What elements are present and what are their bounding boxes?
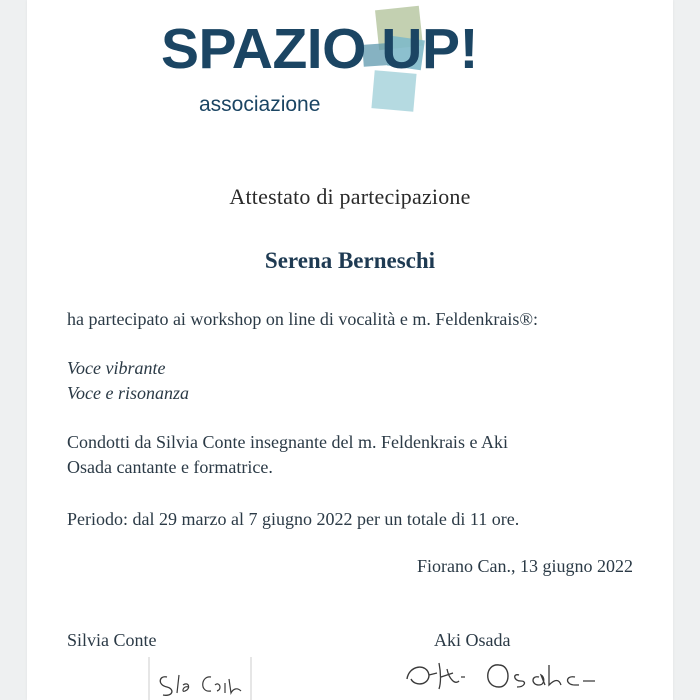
intro-text: ha partecipato ai workshop on line di vocalità e m. Feldenkrais®:: [67, 309, 539, 329]
workshop-item: Voce vibrante: [67, 358, 166, 378]
place-date: Fiorano Can., 13 giugno 2022: [417, 556, 633, 576]
conducted-text-line-1: Condotti da Silvia Conte insegnante del m. Feldenkrais e Aki: [67, 432, 508, 452]
workshop-item: Voce e risonanza: [67, 383, 189, 403]
signatory-name: Aki Osada: [434, 630, 511, 650]
signature-silvia-conte: [145, 655, 255, 700]
spazio-up-logo: [27, 0, 673, 130]
certificate-title: Attestato di partecipazione: [229, 184, 471, 209]
conducted-text-line-2: Osada cantante e formatrice.: [67, 457, 273, 477]
signature-aki-osada: [399, 655, 619, 695]
certificate-page: [27, 0, 673, 700]
logo-subtitle: associazione: [199, 93, 321, 116]
period-text: Periodo: dal 29 marzo al 7 giugno 2022 per un totale di 11 ore.: [67, 509, 520, 529]
signatory-name: Silvia Conte: [67, 630, 157, 650]
recipient-name: Serena Berneschi: [264, 248, 436, 273]
logo-name: SPAZIO UP!: [161, 17, 478, 81]
